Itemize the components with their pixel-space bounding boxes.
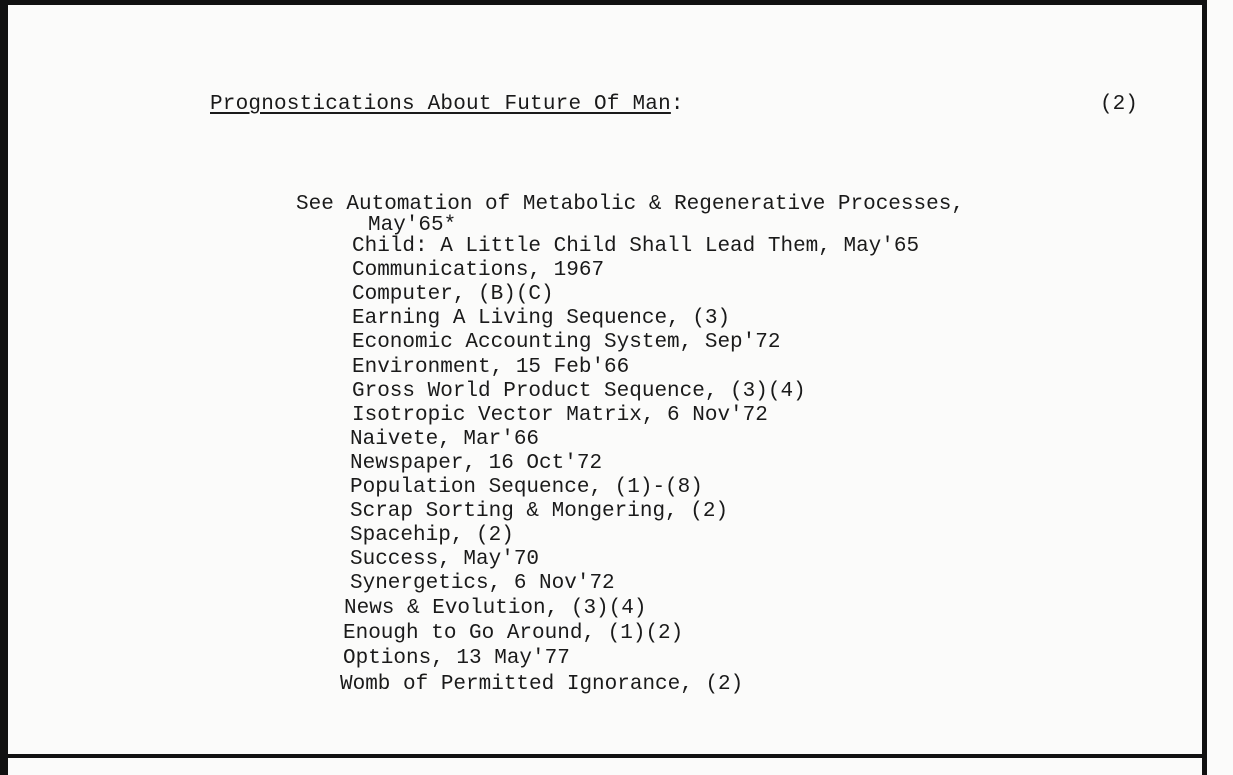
list-item: Naivete, Mar'66 xyxy=(350,427,540,451)
card-border-bottom xyxy=(0,754,1206,758)
list-item: Scrap Sorting & Mongering, (2) xyxy=(350,500,729,524)
card-title: Prognostications About Future Of Man xyxy=(210,93,671,116)
list-item: Success, May'70 xyxy=(350,548,540,572)
list-item: Newspaper, 16 Oct'72 xyxy=(350,451,603,475)
list-item: Child: A Little Child Shall Lead Them, May'65 xyxy=(352,235,920,259)
cross-reference-list xyxy=(0,193,1200,699)
list-item: Spacehip, (2) xyxy=(350,524,514,548)
see-label: See xyxy=(296,193,334,216)
list-item: Womb of Permitted Ignorance, (2) xyxy=(340,672,744,696)
list-item: Earning A Living Sequence, (3) xyxy=(352,307,731,331)
card-border-top xyxy=(0,0,1206,5)
list-item: Economic Accounting System, Sep'72 xyxy=(352,331,781,355)
card-heading xyxy=(210,93,684,116)
list-item: May'65* xyxy=(368,214,457,238)
list-item: Computer, (B)(C) xyxy=(352,283,554,307)
entry-text: Automation of Metabolic & Regenerative Processes, xyxy=(346,193,964,216)
card-title-colon: : xyxy=(670,93,684,116)
list-item: Communications, 1967 xyxy=(352,259,605,283)
card-page-number: (2) xyxy=(1100,93,1138,116)
list-item: Environment, 15 Feb'66 xyxy=(352,355,630,379)
list-item: Gross World Product Sequence, (3)(4) xyxy=(352,379,806,403)
list-item: Population Sequence, (1)-(8) xyxy=(350,476,703,500)
list-item: Enough to Go Around, (1)(2) xyxy=(343,621,684,645)
list-item: Options, 13 May'77 xyxy=(343,646,570,670)
list-item: Synergetics, 6 Nov'72 xyxy=(350,572,615,596)
list-item: Isotropic Vector Matrix, 6 Nov'72 xyxy=(352,403,768,427)
card-border-right xyxy=(1202,0,1207,775)
list-item: News & Evolution, (3)(4) xyxy=(344,596,647,620)
